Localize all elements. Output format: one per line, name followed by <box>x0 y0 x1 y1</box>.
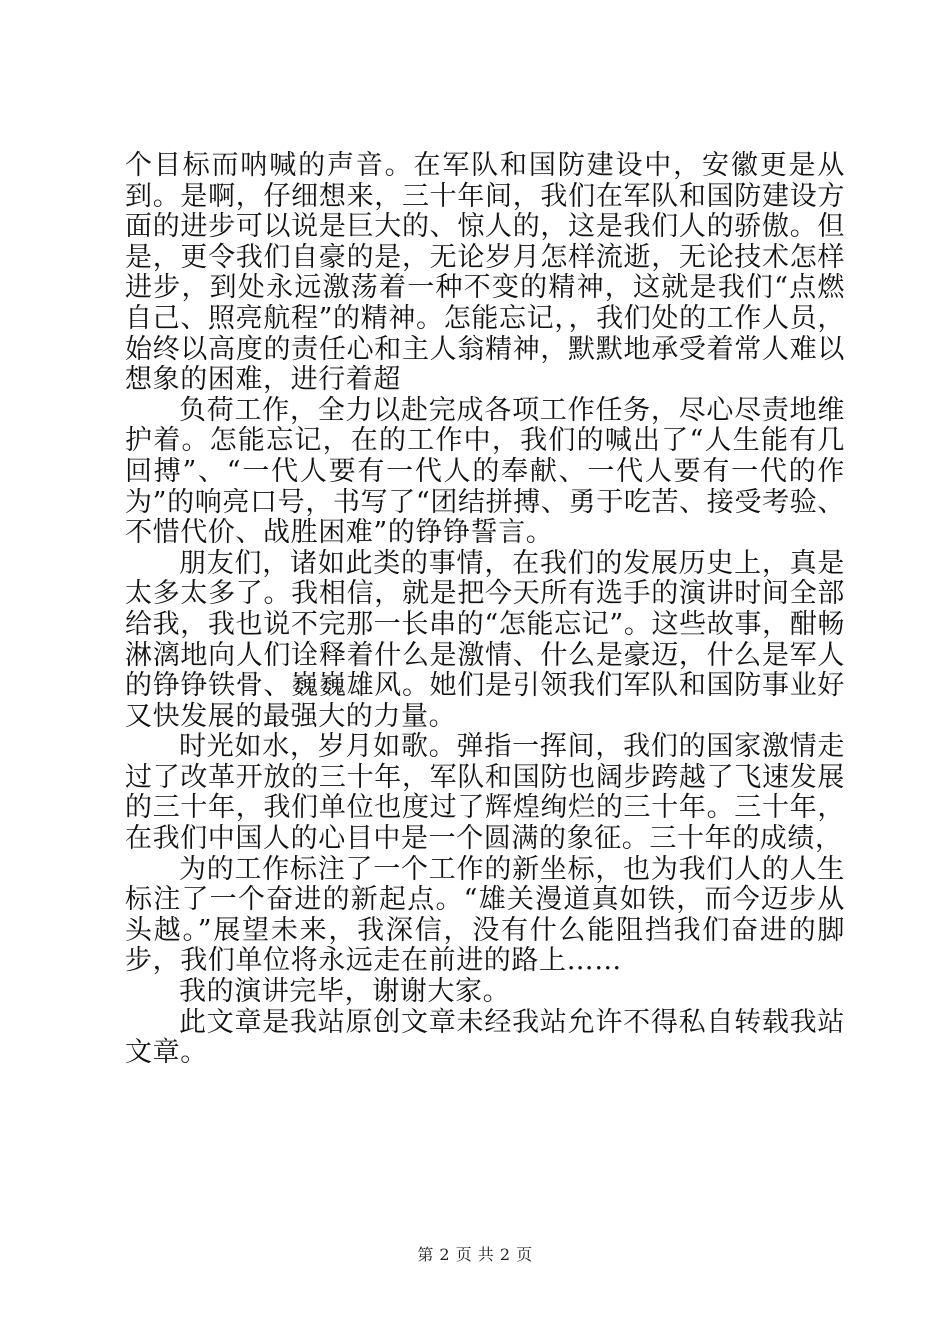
paragraph-3: 朋友们，诸如此类的事情，在我们的发展历史上，真是太多太多了。我相信，就是把今天所有选手的演讲时间全部给我，我也说不完那一长串的“怎能忘记”。这些故事，酣畅淋漓地向人们诠释着什么是激情、什么是豪迈，什么是军人的铮铮铁骨、巍巍雄风。她们是引领我们军队和国防事业好又快发展的最强大的力量。 <box>125 547 845 732</box>
paragraph-5: 为的工作标注了一个工作的新坐标，也为我们人的人生标注了一个奋进的新起点。“雄关漫道真如铁，而今迈步从头越。”展望未来，我深信，没有什么能阻挡我们奋进的脚步，我们单位将永远走在前进的路上…… <box>125 853 845 977</box>
paragraph-4: 时光如水，岁月如歌。弹指一挥间，我们的国家激情走过了改革开放的三十年，军队和国防也阔步跨越了飞速发展的三十年，我们单位也度过了辉煌绚烂的三十年。三十年，在我们中国人的心目中是一个圆满的象征。三十年的成绩， <box>125 731 845 855</box>
paragraph-2: 负荷工作，全力以赴完成各项工作任务，尽心尽责地维护着。怎能忘记，在的工作中，我们的喊出了“人生能有几回搏”、“一代人要有一代人的奉献、一代人要有一代的作为”的响亮口号，书写了“团结拼搏、勇于吃苦、接受考验、不惜代价、战胜困难”的铮铮誓言。 <box>125 394 845 549</box>
document-body <box>125 151 845 1069</box>
paragraph-1: 个目标而呐喊的声音。在军队和国防建设中，安徽更是从到。是啊，仔细想来，三十年间，我们在军队和国防建设方面的进步可以说是巨大的、惊人的，这是我们人的骄傲。但是，更令我们自豪的是，无论岁月怎样流逝，无论技术怎样进步，到处永远激荡着一种不变的精神，这就是我们“点燃自己、照亮航程”的精神。怎能忘记，，我们处的工作人员，始终以高度的责任心和主人翁精神，默默地承受着常人难以想象的困难，进行着超 <box>125 150 845 396</box>
paragraph-6: 我的演讲完毕，谢谢大家。 <box>179 976 511 1008</box>
paragraph-7: 此文章是我站原创文章未经我站允许不得私自转载我站文章。 <box>125 1006 845 1069</box>
page-number-footer: 第 2 页 共 2 页 <box>417 1245 533 1264</box>
